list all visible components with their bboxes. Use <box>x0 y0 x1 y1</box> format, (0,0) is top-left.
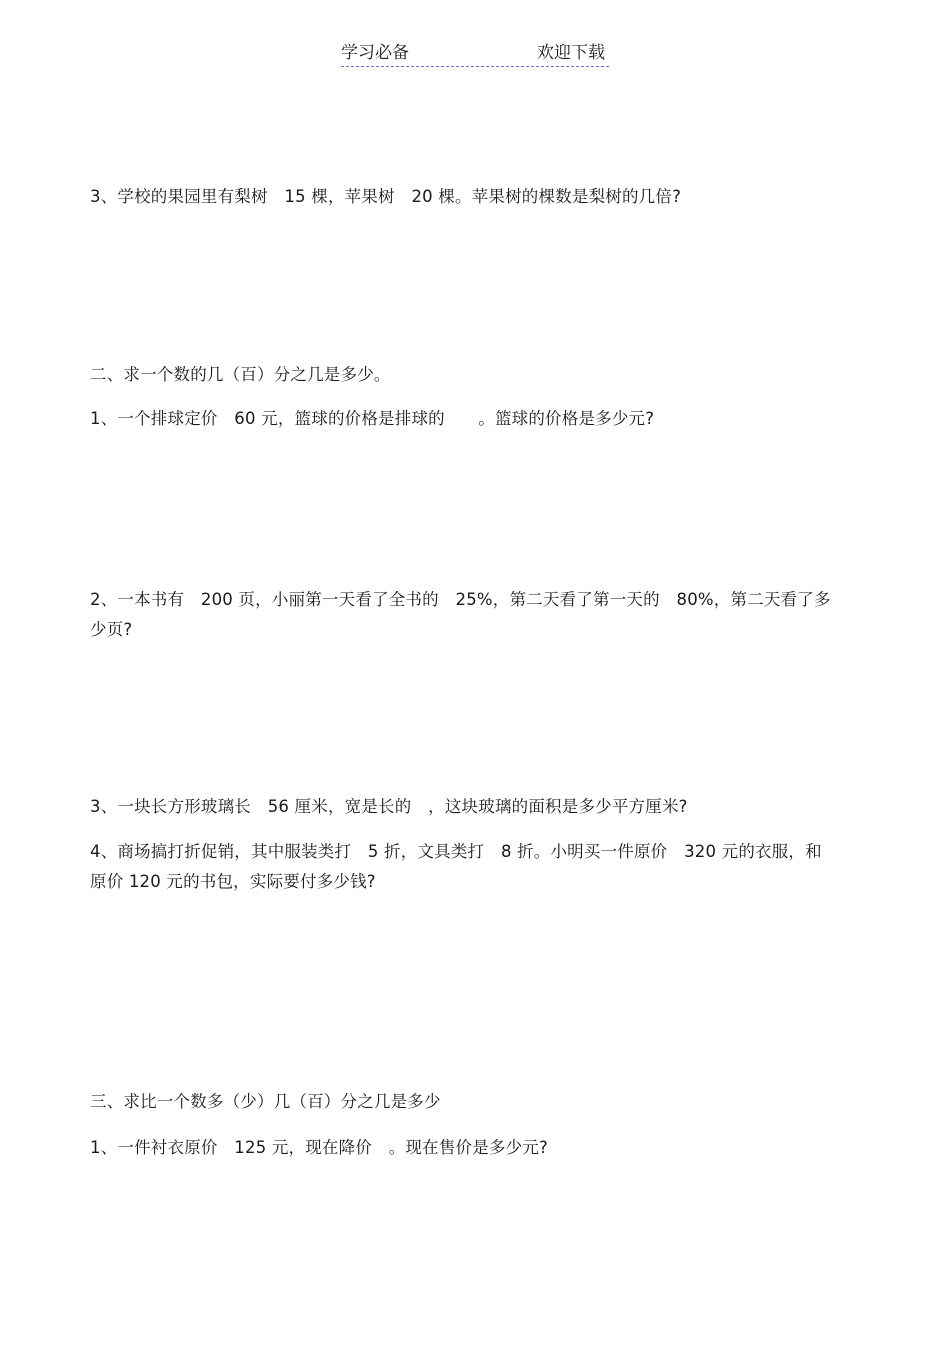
page-header <box>341 42 609 67</box>
question-3-1: 1、一件衬衣原价 125 元，现在降价 。现在售价是多少元? <box>90 1138 548 1157</box>
question-2-1: 1、一个排球定价 60 元，篮球的价格是排球的 。篮球的价格是多少元? <box>90 409 655 428</box>
question-2-4-line1: 4、商场搞打折促销，其中服装类打 5 折，文具类打 8 折。小明买一件原价 320 元的衣服，和 <box>90 842 822 861</box>
question-2-4-line2: 原价 120 元的书包，实际要付多少钱? <box>90 872 376 891</box>
header-left-text: 学习必备 <box>341 43 409 63</box>
question-2-3: 3、一块长方形玻璃长 56 厘米，宽是长的 ，这块玻璃的面积是多少平方厘米? <box>90 797 688 816</box>
section-3-title: 三、求比一个数多（少）几（百）分之几是多少 <box>90 1092 441 1111</box>
question-1-3: 3、学校的果园里有梨树 15 棵，苹果树 20 棵。苹果树的棵数是梨树的几倍? <box>90 187 682 206</box>
section-2-title: 二、求一个数的几（百）分之几是多少。 <box>90 365 391 384</box>
question-2-2-line2: 少页? <box>90 620 133 639</box>
question-2-2-line1: 2、一本书有 200 页，小丽第一天看了全书的 25%，第二天看了第一天的 80%，第二天看了多 <box>90 590 831 609</box>
header-right-text: 欢迎下载 <box>537 43 605 63</box>
